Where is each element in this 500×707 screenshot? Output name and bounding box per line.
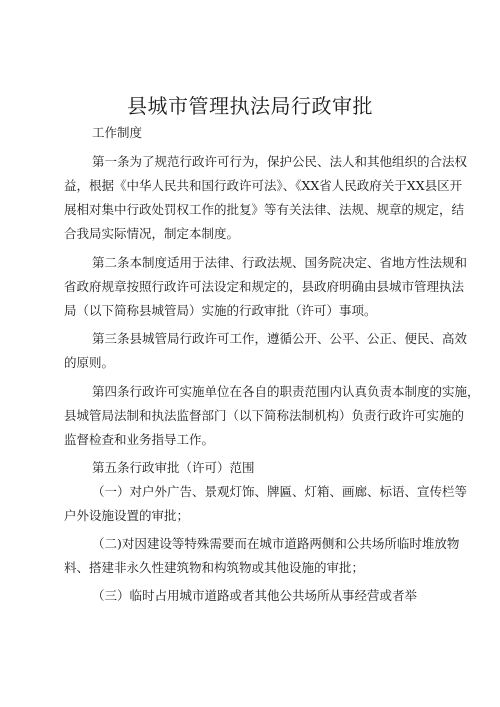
paragraph-line: 的原则。 [64,355,115,370]
paragraph-line: 省政府规章按照行政许可法设定和规定的，县政府明确由县城市管理执法 [64,279,465,294]
paragraph-line: 第三条县城管局行政许可工作，遵循公开、公平、公正、便民、高效 [92,331,468,346]
paragraph-line: 第一条为了规范行政许可行为，保护公民、法人和其他组织的合法权 [92,154,468,169]
paragraph-line: （三）临时占用城市道路或者其他公共场所从事经营或者举 [92,588,418,603]
document-title: 县城市管理执法局行政审批 [127,94,373,118]
paragraph-line: 第五条行政审批（许可）范围 [92,460,255,475]
paragraph-line: 第四条行政许可实施单位在各自的职责范围内认真负责本制度的实施， [92,384,480,399]
paragraph-line: 益，根据《中华人民共和国行政许可法》、《XX省人民政府关于XX县区开 [64,178,463,193]
paragraph-line: 户外设施设置的审批； [64,508,190,523]
paragraph-line: （一）对户外广告、景观灯饰、牌匾、灯箱、画廊、标语、宣传栏等 [92,484,468,499]
paragraph-line: 第二条本制度适用于法律、行政法规、国务院决定、省地方性法规和 [92,255,468,270]
paragraph-line: 局（以下简称县城管局）实施的行政审批（许可）事项。 [64,303,377,318]
section-heading: 工作制度 [92,125,143,140]
paragraph-line: 监督检查和业务指导工作。 [64,432,215,447]
paragraph-line: 料、搭建非永久性建筑物和构筑物或其他设施的审批； [64,560,365,575]
paragraph-line: （二)对因建设等特殊需要而在城市道路两侧和公共场所临时堆放物 [92,536,460,551]
paragraph-line: 合我局实际情况，制定本制度。 [64,226,240,241]
paragraph-line: 展相对集中行政处罚权工作的批复》等有关法律、法规、规章的规定，结 [64,202,465,217]
paragraph-line: 县城管局法制和执法监督部门（以下简称法制机构）负责行政许可实施的 [64,408,465,423]
